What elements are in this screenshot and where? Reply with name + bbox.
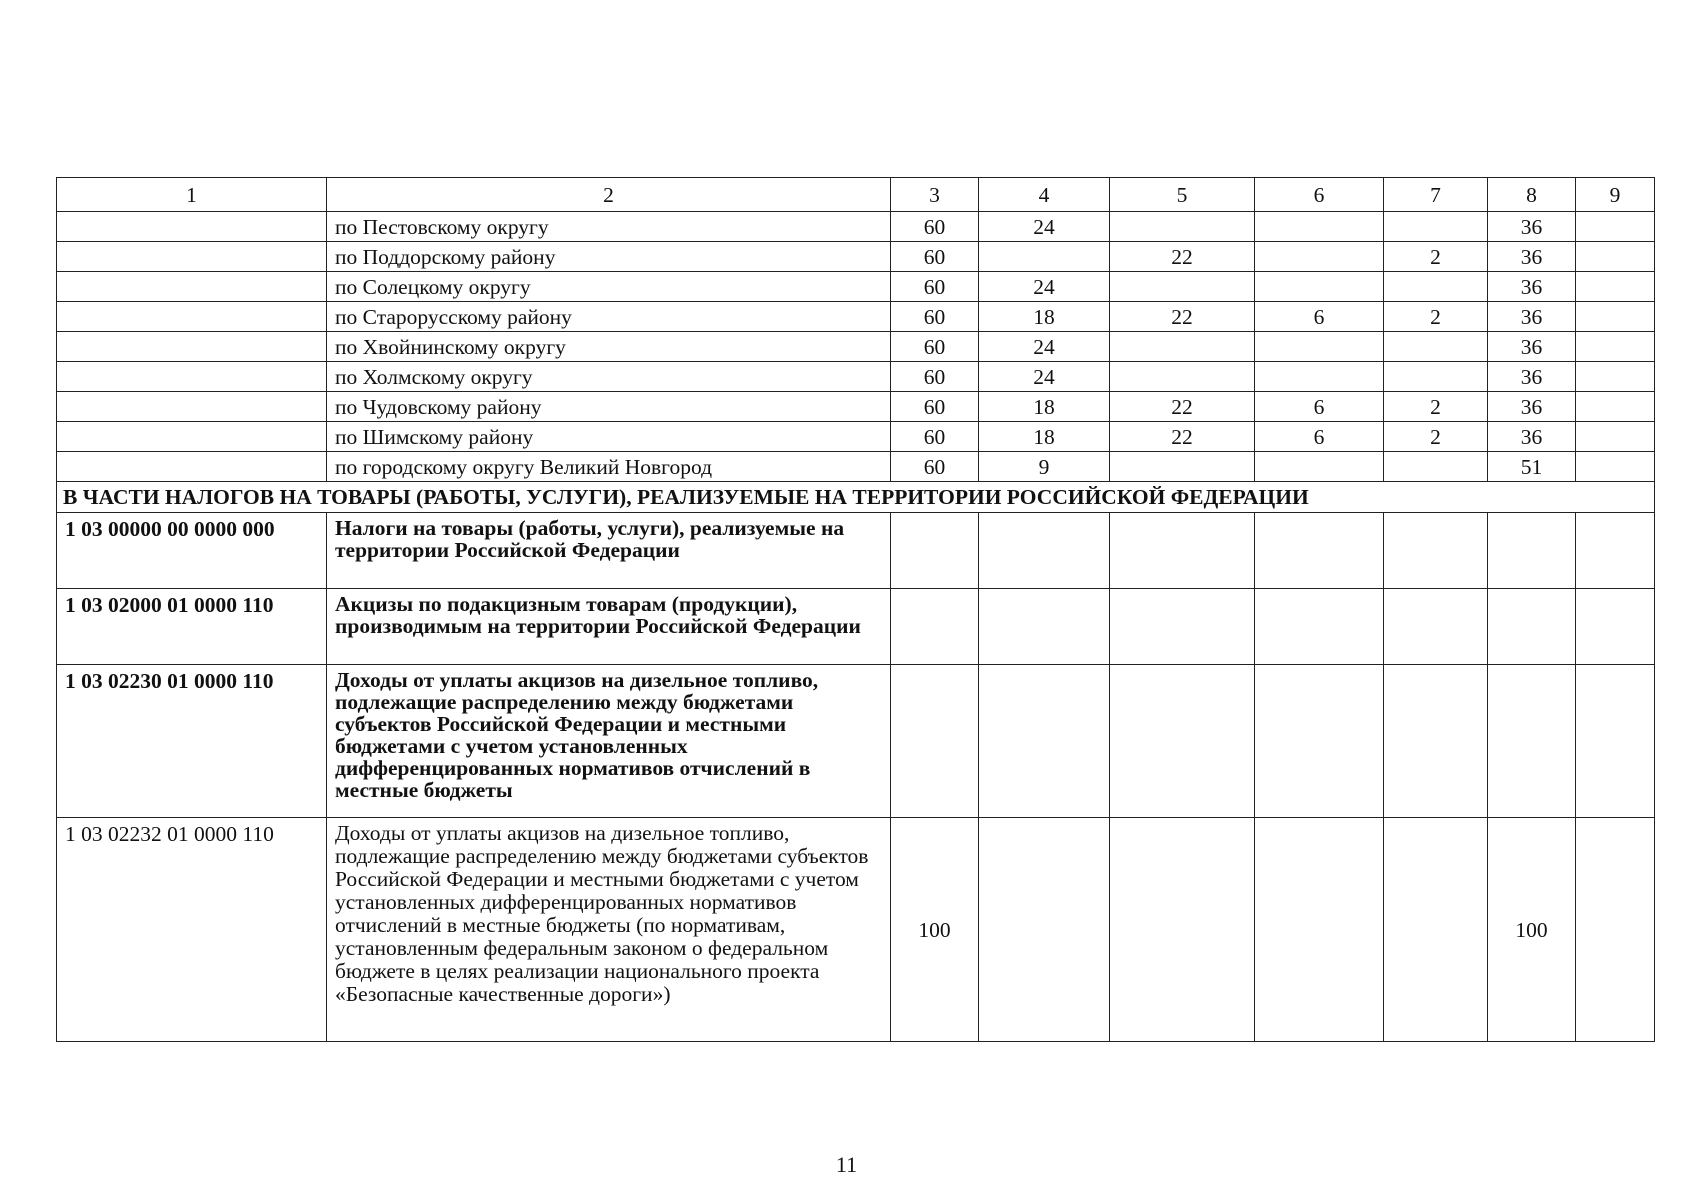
value-cell: [891, 589, 979, 665]
description-cell: Доходы от уплаты акцизов на дизельное топливо, подлежащие распределению между бюджетами субъектов Российской Федерации и местными бюджетами с учетом установленных дифференцированных нормативов отчислений в местные бюджеты: [327, 665, 891, 818]
table-row: [57, 302, 1655, 332]
table-row: [57, 665, 1655, 818]
value-cell: 22: [1110, 302, 1255, 332]
value-cell: 60: [891, 422, 979, 452]
table-row: [57, 362, 1655, 392]
value-cell: 51: [1488, 452, 1576, 482]
value-cell: 18: [979, 302, 1110, 332]
table-row: [57, 212, 1655, 242]
district-name-cell: по Солецкому округу: [327, 272, 891, 302]
value-cell: [1576, 452, 1655, 482]
value-cell: 36: [1488, 422, 1576, 452]
value-cell: 60: [891, 452, 979, 482]
value-cell: 24: [979, 362, 1110, 392]
value-cell: [979, 818, 1110, 1042]
value-cell: [1384, 589, 1488, 665]
budget-code-cell: 1 03 00000 00 0000 000: [57, 513, 327, 589]
value-cell: [1110, 665, 1255, 818]
value-cell: 36: [1488, 212, 1576, 242]
value-cell: 100: [1488, 818, 1576, 1042]
section-header-row: [57, 482, 1655, 513]
value-cell: [1488, 513, 1576, 589]
value-cell: 60: [891, 272, 979, 302]
value-cell: 2: [1384, 422, 1488, 452]
district-name-cell: по Холмскому округу: [327, 362, 891, 392]
value-cell: [1576, 302, 1655, 332]
district-name-cell: по Пестовскому округу: [327, 212, 891, 242]
value-cell: 36: [1488, 302, 1576, 332]
value-cell: [1576, 212, 1655, 242]
value-cell: [1384, 513, 1488, 589]
description-cell: Доходы от уплаты акцизов на дизельное топливо, подлежащие распределению между бюджетами субъектов Российской Федерации и местными бюджетами с учетом установленных дифференцированных нормативов отчислений в местные бюджеты (по нормативам, установленным федеральным законом о федеральном бюджете в целях реализации национального проекта «Безопасные качественные дороги»): [327, 818, 891, 1042]
value-cell: 36: [1488, 272, 1576, 302]
value-cell: [1110, 452, 1255, 482]
value-cell: [1255, 513, 1384, 589]
value-cell: 24: [979, 212, 1110, 242]
value-cell: 6: [1255, 422, 1384, 452]
value-cell: [979, 242, 1110, 272]
table-row: [57, 242, 1655, 272]
value-cell: [1255, 272, 1384, 302]
table-row: [57, 422, 1655, 452]
value-cell: [1255, 242, 1384, 272]
description-cell: Налоги на товары (работы, услуги), реализуемые на территории Российской Федерации: [327, 513, 891, 589]
code-cell: [57, 302, 327, 332]
code-cell: [57, 272, 327, 302]
value-cell: [1110, 332, 1255, 362]
value-cell: [1488, 665, 1576, 818]
value-cell: 100: [891, 818, 979, 1042]
value-cell: [1384, 272, 1488, 302]
code-cell: [57, 242, 327, 272]
table-row: [57, 332, 1655, 362]
value-cell: 6: [1255, 302, 1384, 332]
value-cell: [1576, 589, 1655, 665]
value-cell: 36: [1488, 362, 1576, 392]
column-header: 5: [1110, 178, 1255, 212]
value-cell: 6: [1255, 392, 1384, 422]
value-cell: 22: [1110, 392, 1255, 422]
value-cell: 24: [979, 272, 1110, 302]
value-cell: 2: [1384, 392, 1488, 422]
value-cell: [1576, 422, 1655, 452]
value-cell: [1384, 665, 1488, 818]
table-row: [57, 452, 1655, 482]
value-cell: [979, 589, 1110, 665]
value-cell: [1576, 272, 1655, 302]
value-cell: [1576, 665, 1655, 818]
value-cell: [1384, 362, 1488, 392]
description-cell: Акцизы по подакцизным товарам (продукции), производимым на территории Российской Федерации: [327, 589, 891, 665]
value-cell: [1110, 818, 1255, 1042]
value-cell: [1255, 818, 1384, 1042]
value-cell: 18: [979, 422, 1110, 452]
value-cell: 2: [1384, 242, 1488, 272]
district-name-cell: по Поддорскому району: [327, 242, 891, 272]
code-cell: [57, 452, 327, 482]
column-header: 2: [327, 178, 891, 212]
budget-code-cell: 1 03 02232 01 0000 110: [57, 818, 327, 1042]
code-cell: [57, 422, 327, 452]
value-cell: 60: [891, 212, 979, 242]
value-cell: 60: [891, 362, 979, 392]
value-cell: [1255, 332, 1384, 362]
column-header: 1: [57, 178, 327, 212]
column-header: 3: [891, 178, 979, 212]
value-cell: [1110, 513, 1255, 589]
value-cell: [1576, 362, 1655, 392]
value-cell: 60: [891, 242, 979, 272]
value-cell: [1384, 332, 1488, 362]
value-cell: [1255, 589, 1384, 665]
budget-code-cell: 1 03 02000 01 0000 110: [57, 589, 327, 665]
code-cell: [57, 332, 327, 362]
district-name-cell: по Чудовскому району: [327, 392, 891, 422]
value-cell: 9: [979, 452, 1110, 482]
value-cell: [891, 665, 979, 818]
district-name-cell: по Шимскому району: [327, 422, 891, 452]
value-cell: [1110, 589, 1255, 665]
value-cell: [1255, 212, 1384, 242]
value-cell: [891, 513, 979, 589]
value-cell: 18: [979, 392, 1110, 422]
value-cell: 36: [1488, 242, 1576, 272]
value-cell: [1110, 362, 1255, 392]
code-cell: [57, 212, 327, 242]
value-cell: [1384, 212, 1488, 242]
value-cell: 60: [891, 392, 979, 422]
value-cell: 36: [1488, 392, 1576, 422]
value-cell: 22: [1110, 422, 1255, 452]
district-name-cell: по Старорусскому району: [327, 302, 891, 332]
value-cell: [1488, 589, 1576, 665]
value-cell: [1576, 332, 1655, 362]
column-header: 4: [979, 178, 1110, 212]
value-cell: [1576, 242, 1655, 272]
value-cell: [1255, 665, 1384, 818]
value-cell: [1255, 452, 1384, 482]
district-name-cell: по городскому округу Великий Новгород: [327, 452, 891, 482]
value-cell: [1384, 818, 1488, 1042]
value-cell: [1255, 362, 1384, 392]
budget-code-cell: 1 03 02230 01 0000 110: [57, 665, 327, 818]
value-cell: [1110, 272, 1255, 302]
table-row: [57, 513, 1655, 589]
value-cell: [979, 665, 1110, 818]
value-cell: [1576, 392, 1655, 422]
revenue-standards-table: [56, 177, 1655, 1042]
table-row: [57, 589, 1655, 665]
value-cell: 22: [1110, 242, 1255, 272]
value-cell: [979, 513, 1110, 589]
value-cell: 60: [891, 302, 979, 332]
value-cell: [1576, 513, 1655, 589]
page-number: 11: [835, 1152, 858, 1177]
value-cell: [1384, 452, 1488, 482]
value-cell: 60: [891, 332, 979, 362]
column-header: 9: [1576, 178, 1655, 212]
column-header: 7: [1384, 178, 1488, 212]
column-header: 6: [1255, 178, 1384, 212]
code-cell: [57, 392, 327, 422]
value-cell: [1576, 818, 1655, 1042]
section-title: В ЧАСТИ НАЛОГОВ НА ТОВАРЫ (РАБОТЫ, УСЛУГИ), РЕАЛИЗУЕМЫЕ НА ТЕРРИТОРИИ РОССИЙСКОЙ ФЕДЕРАЦИИ: [57, 482, 1655, 513]
value-cell: 36: [1488, 332, 1576, 362]
code-cell: [57, 362, 327, 392]
value-cell: 24: [979, 332, 1110, 362]
table-row: [57, 818, 1655, 1042]
column-number-row: [57, 178, 1655, 212]
value-cell: [1110, 212, 1255, 242]
value-cell: 2: [1384, 302, 1488, 332]
table-row: [57, 272, 1655, 302]
column-header: 8: [1488, 178, 1576, 212]
table-row: [57, 392, 1655, 422]
district-name-cell: по Хвойнинскому округу: [327, 332, 891, 362]
